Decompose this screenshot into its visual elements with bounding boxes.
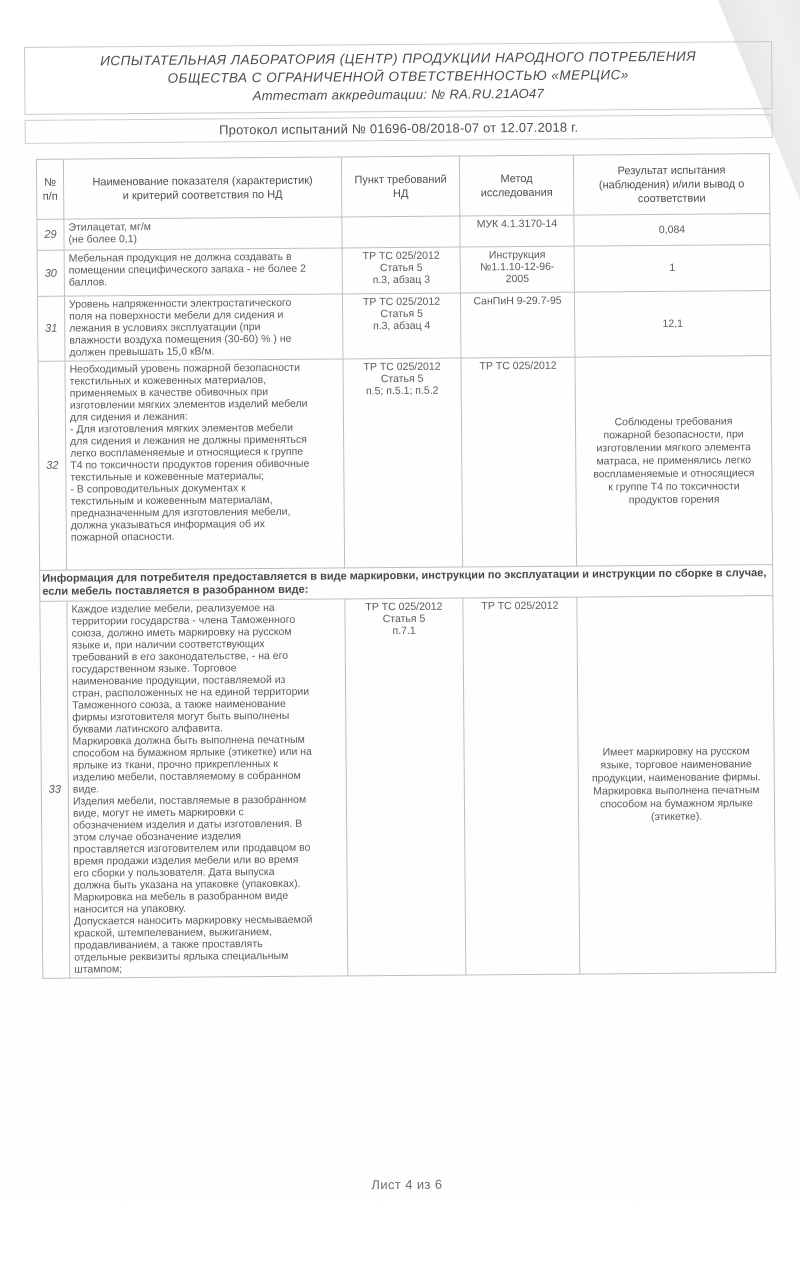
col-header-result: Результат испытания (наблюдения) и/или вывод о соответствии [573, 154, 769, 216]
protocol-title: Протокол испытаний № 01696-08/2018-07 от 12.07.2018 г. [25, 114, 773, 144]
indicator-cell: Мебельная продукция не должна создавать в помещении специфического запаха - не более 2 баллов. [64, 248, 342, 296]
consumer-info-text: Информация для потребителя предоставляется в виде маркировки, инструкции по эксплуатации и инструкции по сборке в случае, если мебель поставляется в разобранном виде: [40, 565, 773, 602]
table-row [40, 596, 776, 979]
num-cell: 32 [38, 361, 67, 570]
num-cell: 29 [37, 219, 64, 250]
result-cell: Соблюдены требования пожарной безопасности, при изготовлении мягкого элемента матраса, не применялись легко воспламеняемые и относящиеся к группе Т4 по токсичности продуктов горения [575, 356, 773, 567]
page-number-label: Лист 4 из 6 [371, 1176, 443, 1193]
num-cell: 33 [40, 601, 70, 978]
method-cell: СанПиН 9-29.7-95 [460, 292, 575, 358]
clause-cell: ТР ТС 025/2012 Статья 5 п.7.1 [345, 598, 466, 976]
result-cell: Имеет маркировку на русском языке, торговое наименование продукции, наименование фирмы. Маркировка выполнена печатным способом на бумажном ярлыке (этикетке). [577, 596, 776, 975]
table-row [38, 356, 773, 571]
method-cell: Инструкция №1.1.10-12-96- 2005 [460, 246, 574, 293]
indicator-cell: Уровень напряженности электростатического поля на поверхности мебели для сидения и лежания в условиях эксплуатации (при влажности воздуха помещения (30-60) % ) не должен превышать 15,0 кВ/м. [64, 294, 343, 361]
result-cell: 1 [574, 245, 770, 293]
lab-name-line1: ИСПЫТАТЕЛЬНАЯ ЛАБОРАТОРИЯ (ЦЕНТР) ПРОДУКЦИИ НАРОДНОГО ПОТРЕБЛЕНИЯ [100, 48, 697, 69]
col-header-indicator: Наименование показателя (характеристик) и критерий соответствия по НД [63, 157, 341, 219]
num-cell: 30 [37, 250, 64, 296]
lab-name-line2: ОБЩЕСТВА С ОГРАНИЧЕННОЙ ОТВЕТСТВЕННОСТЬЮ «МЕРЦИС» [167, 67, 629, 86]
col-header-num: № п/п [36, 159, 63, 219]
document-content [24, 41, 781, 1195]
test-results-table [36, 153, 776, 979]
num-cell: 31 [37, 296, 65, 361]
indicator-cell: Этилацетат, мг/м (не более 0,1) [64, 217, 342, 250]
method-cell: МУК 4.1.3170-14 [460, 215, 574, 247]
col-header-method: Метод исследования [459, 155, 573, 216]
lab-header-box [24, 41, 773, 115]
clause-cell: ТР ТС 025/2012 Статья 5 п.3, абзац 4 [342, 293, 461, 359]
clause-cell: ТР ТС 025/2012 Статья 5 п.5; п.5.1; п.5.2 [343, 358, 463, 568]
method-cell: ТР ТС 025/2012 [463, 597, 580, 975]
table-row [37, 245, 770, 297]
result-cell: 0,084 [574, 214, 770, 247]
method-cell: ТР ТС 025/2012 [461, 357, 577, 567]
accreditation-line: Аттестат аккредитации: № RA.RU.21АО47 [252, 85, 545, 104]
indicator-cell: Каждое изделие мебели, реализуемое на территории государства - члена Таможенного союза, должно иметь маркировку на русском языке и, при наличии соответствующих требований в его законодательстве, - на его государственном языке. Торговое наименование продукции, поставляемой из стран, расположенных не на единой территории Таможенного союза, а также наименование фирмы изготовителя могут быть выполнены буквами латинского алфавита. Маркировка должна быть выполнена печатным способом на бумажном ярлыке (этикетке) или на ярлыке из ткани, прочно прикрепленных к изделию мебели, поставляемому в собранном виде. Изделия мебели, поставляемые в разобранном виде, могут не иметь маркировки с обозначением изделия и даты изготовления. В этом случае обозначение изделия проставляется изготовителем или продавцом во время продажи изделия мебели или во время его сборки у пользователя. Дата выпуска должна быть указана на упаковке (упаковках). Маркировка на мебель в разобранном виде наносится на упаковку. Допускается наносить маркировку несмываемой краской, штемпелеванием, выжиганием, продавливанием, а также проставлять отдельные реквизиты ярлыка специальным штампом; [67, 599, 348, 978]
indicator-cell: Необходимый уровень пожарной безопасности текстильных и кожевенных материалов, применяемых в качестве обивочных при изготовлении мягких элементов изделий мебели для сидения и лежания: - Для изготовления мягких элементов мебели для сидения и лежания не должны применяться легко воспламеняемые и относящиеся к группе Т4 по токсичности продуктов горения обивочные текстильные и кожевенные материалы; - В сопроводительных документах к текстильным и кожевенным материалам, предназначенным для изготовления мебели, должна указываться информация об их пожарной опасности. [65, 359, 345, 570]
table-header-row [36, 154, 769, 220]
table-row [37, 291, 770, 362]
clause-cell: ТР ТС 025/2012 Статья 5 п.3, абзац 3 [342, 247, 460, 294]
col-header-clause: Пункт требований НД [341, 156, 459, 217]
result-cell: 12,1 [574, 291, 771, 358]
clause-cell [342, 216, 460, 248]
